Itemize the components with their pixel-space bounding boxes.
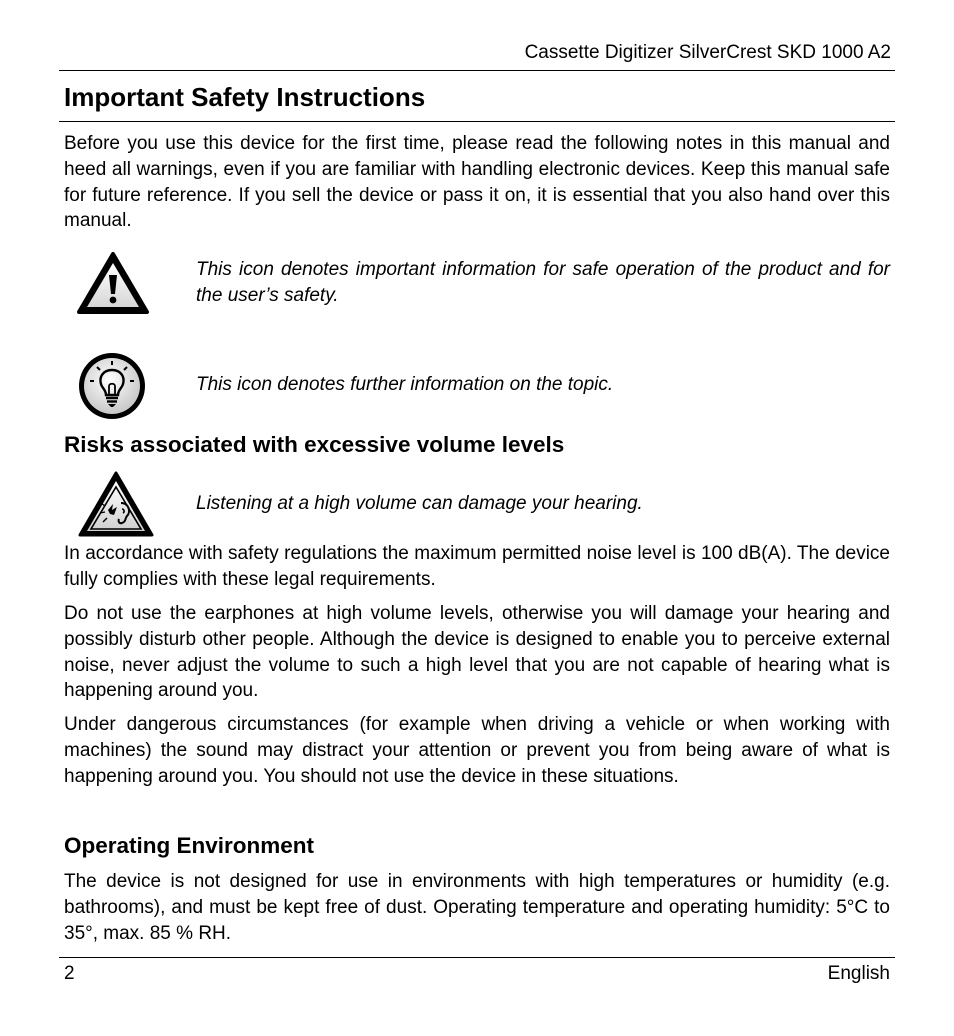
- section-title-environment: Operating Environment: [64, 833, 315, 858]
- volume-paragraph-2: Do not use the earphones at high volume levels, otherwise you will damage your hearing and possibly disturb other people. Although the device is designed to enable you to perceive external noise, never adjust the volume to such a high level that you are not capable of hearing what is happening around you.: [64, 603, 890, 702]
- header-rule: [59, 70, 895, 71]
- page-title: Important Safety Instructions: [64, 82, 426, 112]
- footer-rule: [59, 957, 895, 958]
- lightbulb-icon: [76, 350, 148, 427]
- environment-paragraph: The device is not designed for use in environments with high temperatures or humidity (e.g. bathrooms), and must be kept free of dust. Operating temperature and operating humidity: 5°C to 35°, max. 85 % RH.: [64, 871, 890, 944]
- warning-icon-text: This icon denotes important information for safe operation of the product and for the user’s safety.: [196, 259, 890, 306]
- intro-paragraph: Before you use this device for the first time, please read the following notes in this manual and heed all warnings, even if you are familiar with handling electronic devices. Keep this manual safe for future reference. If you sell the device or pass it on, it is essential that you also hand over this manual.: [64, 133, 890, 232]
- warning-triangle-icon: [76, 250, 150, 321]
- volume-paragraph-1: In accordance with safety regulations the maximum permitted noise level is 100 dB(A). The device fully complies with these legal requirements.: [64, 543, 890, 590]
- volume-paragraph-3: Under dangerous circumstances (for example when driving a vehicle or when working with machines) the sound may distract your attention or prevent you from being aware of what is happening around you. You should not use the device in these situations.: [64, 714, 890, 787]
- page-number: 2: [64, 963, 75, 984]
- header-title: Cassette Digitizer SilverCrest SKD 1000 A2: [524, 42, 891, 63]
- hearing-warning-text: Listening at a high volume can damage your hearing.: [196, 493, 643, 514]
- info-icon-text: This icon denotes further information on the topic.: [196, 374, 614, 395]
- hearing-damage-warning-icon: [77, 470, 155, 543]
- title-rule: [59, 121, 895, 122]
- footer-language: English: [827, 963, 890, 984]
- section-title-volume: Risks associated with excessive volume levels: [64, 432, 565, 457]
